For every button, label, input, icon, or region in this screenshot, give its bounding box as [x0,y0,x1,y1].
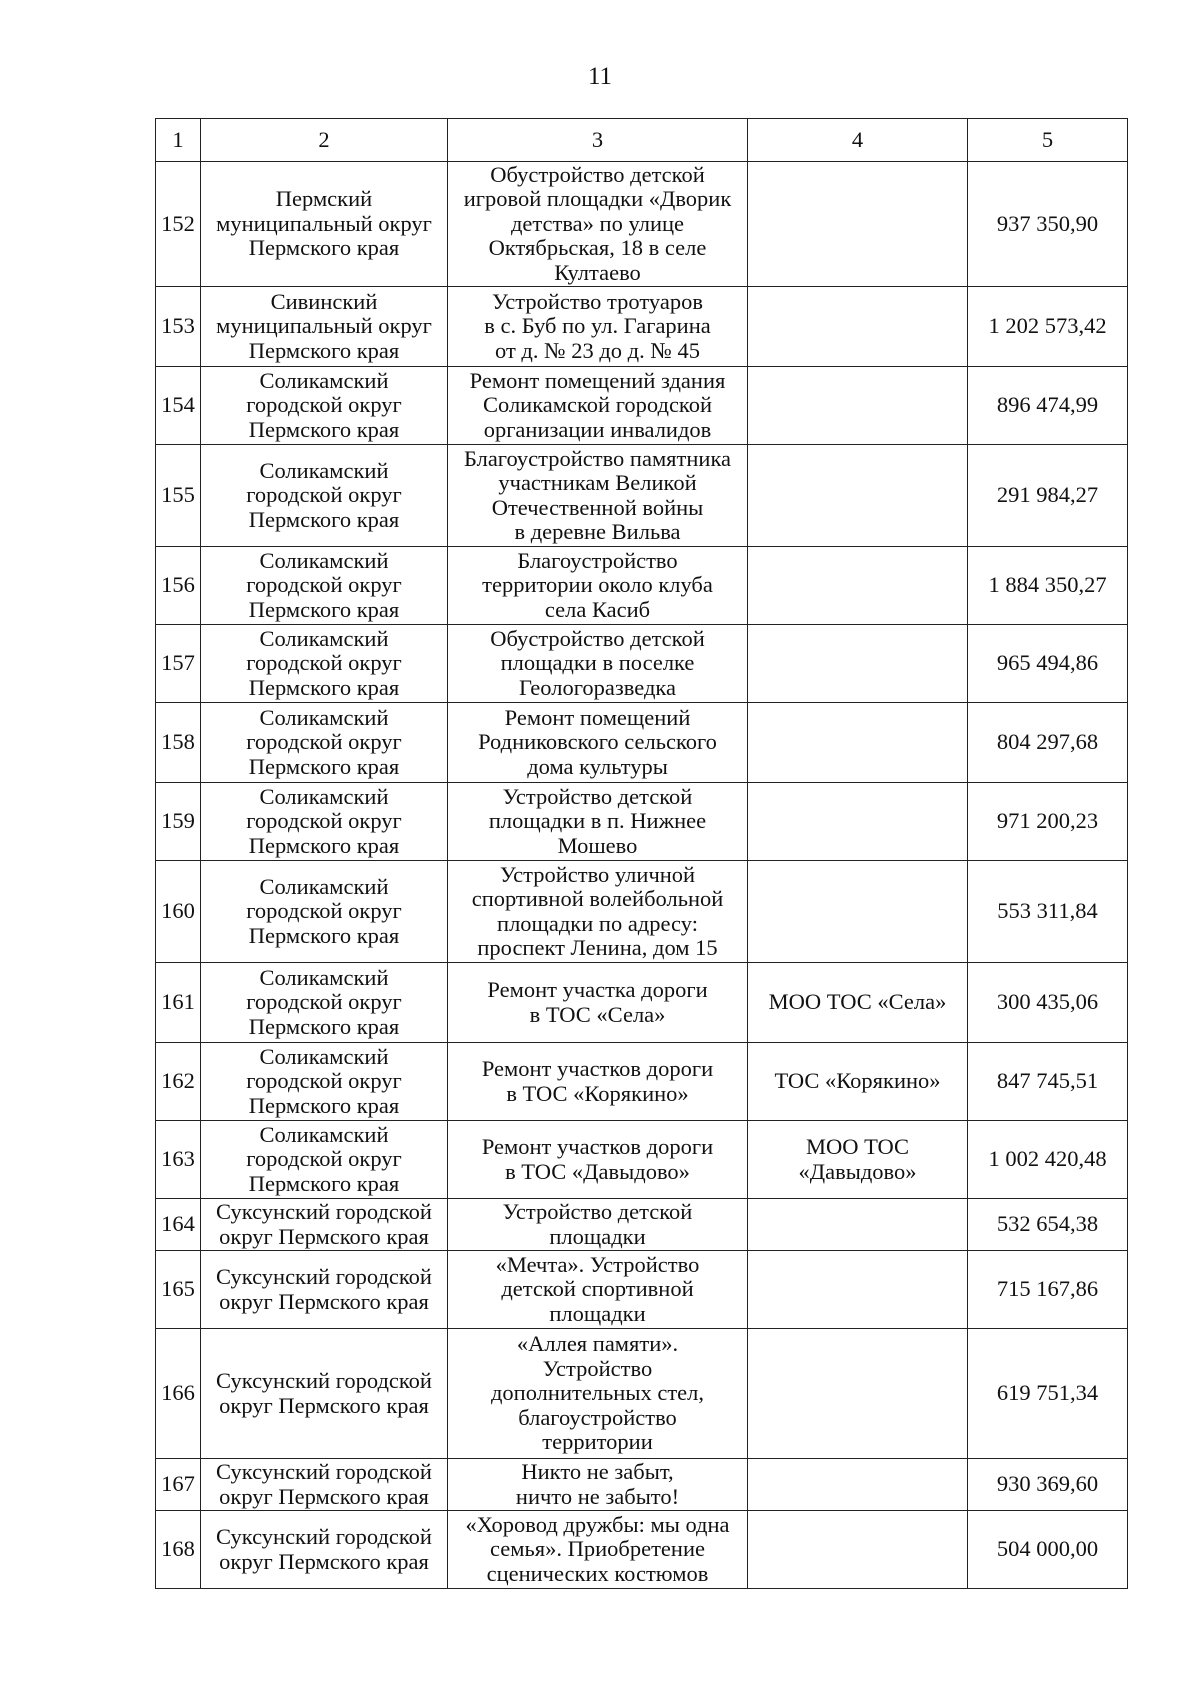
project-cell-text: Ремонт помещений Родниковского сельского дома культуры [478,704,717,779]
territory-cell [201,1329,448,1459]
project-cell-text: Ремонт помещений здания Соликамской городской организации инвалидов [469,367,726,442]
header-cell-territory: 2 [201,119,448,162]
initiator-cell [748,1121,968,1199]
table-row [156,367,1128,445]
territory-cell [201,861,448,963]
row-number-cell [156,1121,201,1199]
territory-cell [201,1251,448,1329]
initiator-cell [748,287,968,367]
territory-cell [201,547,448,625]
project-cell-text: Устройство детской площадки [502,1199,693,1249]
row-number-cell [156,1251,201,1329]
amount-cell [968,367,1128,445]
initiator-cell [748,1251,968,1329]
territory-cell-text: Соликамский городской округ Пермского края [246,1121,402,1196]
row-number-cell-text: 160 [161,898,195,924]
table-row [156,547,1128,625]
table-row [156,1043,1128,1121]
territory-cell-text: Соликамский городской округ Пермского края [246,625,402,700]
project-cell-text: Благоустройство памятника участникам Великой Отечественной войны в деревне Вильва [463,445,732,544]
project-cell-text: «Мечта». Устройство детской спортивной площадки [495,1251,700,1326]
amount-cell [968,1251,1128,1329]
project-cell [448,1459,748,1511]
table-row [156,287,1128,367]
row-number-cell-text: 165 [161,1276,195,1302]
territory-cell [201,1511,448,1589]
territory-cell-text: Суксунский городской округ Пермского края [216,1459,432,1509]
project-cell-text: Устройство тротуаров в с. Буб по ул. Гагарина от д. № 23 до д. № 45 [484,288,711,363]
initiator-cell [748,1043,968,1121]
header-cell-project: 3 [448,119,748,162]
initiator-cell [748,1329,968,1459]
amount-cell-text: 937 350,90 [996,210,1099,236]
table-row [156,445,1128,547]
row-number-cell-text: 152 [161,210,195,236]
initiator-cell [748,162,968,287]
project-cell [448,703,748,783]
amount-cell-text: 847 745,51 [996,1068,1099,1094]
row-number-cell-text: 159 [161,808,195,834]
page-number: 11 [587,63,613,90]
row-number-cell [156,625,201,703]
amount-cell [968,547,1128,625]
initiator-cell [748,1459,968,1511]
project-cell [448,1329,748,1459]
project-cell-text: Ремонт участка дороги в ТОС «Села» [487,977,708,1027]
territory-cell-text: Суксунский городской округ Пермского края [216,1199,432,1249]
amount-cell-text: 971 200,23 [996,808,1099,834]
amount-cell [968,1043,1128,1121]
initiator-cell [748,703,968,783]
territory-cell-text: Суксунский городской округ Пермского края [216,1524,432,1574]
table-header-row [156,119,1128,162]
table-row [156,1121,1128,1199]
row-number-cell-text: 158 [161,729,195,755]
row-number-cell [156,1199,201,1251]
projects-table [155,118,1128,1589]
table-row [156,625,1128,703]
table-row [156,1459,1128,1511]
row-number-cell [156,287,201,367]
project-cell-text: Ремонт участков дороги в ТОС «Давыдово» [481,1134,714,1184]
amount-cell-text: 804 297,68 [996,729,1099,755]
row-number-cell-text: 167 [161,1471,195,1497]
territory-cell-text: Пермский муниципальный округ Пермского края [216,186,432,261]
amount-cell [968,287,1128,367]
project-cell-text: Обустройство детской игровой площадки «Дворик детства» по улице Октябрьская, 18 в селе Култаево [463,161,732,285]
amount-cell-text: 291 984,27 [996,482,1099,508]
initiator-cell-text: ТОС «Корякино» [774,1068,941,1094]
territory-cell [201,625,448,703]
header-cell-number: 1 [156,119,201,162]
table-row [156,1199,1128,1251]
table-row [156,861,1128,963]
territory-cell [201,162,448,287]
row-number-cell [156,1043,201,1121]
territory-cell-text: Сивинский муниципальный округ Пермского края [216,288,432,363]
project-cell [448,1199,748,1251]
amount-cell [968,1329,1128,1459]
row-number-cell [156,367,201,445]
row-number-cell [156,783,201,861]
territory-cell [201,287,448,367]
territory-cell [201,1199,448,1251]
initiator-cell [748,445,968,547]
row-number-cell [156,1511,201,1589]
project-cell [448,963,748,1043]
project-cell-text: Никто не забыт, ничто не забыто! [515,1459,680,1509]
initiator-cell [748,783,968,861]
row-number-cell [156,963,201,1043]
amount-cell-text: 619 751,34 [996,1380,1099,1406]
table-row [156,963,1128,1043]
row-number-cell-text: 168 [161,1536,195,1562]
project-cell [448,1121,748,1199]
project-cell [448,625,748,703]
territory-cell [201,703,448,783]
row-number-cell-text: 163 [161,1146,195,1172]
territory-cell-text: Соликамский городской округ Пермского края [246,367,402,442]
initiator-cell [748,1199,968,1251]
amount-cell-text: 1 884 350,27 [988,572,1107,598]
row-number-cell [156,1459,201,1511]
amount-cell [968,963,1128,1043]
project-cell [448,547,748,625]
project-cell [448,367,748,445]
territory-cell [201,963,448,1043]
amount-cell [968,861,1128,963]
row-number-cell [156,445,201,547]
initiator-cell [748,1511,968,1589]
row-number-cell [156,861,201,963]
project-cell [448,1511,748,1589]
initiator-cell [748,367,968,445]
row-number-cell-text: 164 [161,1211,195,1237]
territory-cell-text: Соликамский городской округ Пермского края [246,783,402,858]
amount-cell-text: 896 474,99 [996,392,1099,418]
table-row [156,703,1128,783]
amount-cell [968,1199,1128,1251]
amount-cell [968,1121,1128,1199]
territory-cell [201,1043,448,1121]
row-number-cell [156,703,201,783]
initiator-cell [748,963,968,1043]
table-row [156,162,1128,287]
amount-cell-text: 965 494,86 [996,650,1099,676]
territory-cell-text: Соликамский городской округ Пермского края [246,457,402,532]
territory-cell [201,1459,448,1511]
territory-cell-text: Соликамский городской округ Пермского края [246,873,402,948]
table-row [156,783,1128,861]
amount-cell-text: 1 002 420,48 [988,1146,1107,1172]
table-row [156,1251,1128,1329]
header-cell-amount: 5 [968,119,1128,162]
amount-cell-text: 930 369,60 [996,1471,1099,1497]
territory-cell [201,445,448,547]
project-cell-text: «Хоровод дружбы: мы одна семья». Приобретение сценических костюмов [465,1511,730,1586]
header-cell-initiator: 4 [748,119,968,162]
project-cell-text: Устройство детской площадки в п. Нижнее Мошево [488,783,707,858]
territory-cell-text: Суксунский городской округ Пермского края [216,1264,432,1314]
row-number-cell-text: 155 [161,482,195,508]
project-cell-text: Устройство уличной спортивной волейбольной площадки по адресу: проспект Ленина, дом 15 [471,861,724,960]
row-number-cell-text: 154 [161,392,195,418]
project-cell [448,1043,748,1121]
territory-cell [201,367,448,445]
amount-cell-text: 504 000,00 [996,1536,1099,1562]
row-number-cell-text: 161 [161,989,195,1015]
row-number-cell-text: 166 [161,1380,195,1406]
row-number-cell-text: 162 [161,1068,195,1094]
territory-cell-text: Соликамский городской округ Пермского края [246,704,402,779]
project-cell-text: Обустройство детской площадки в поселке Геологоразведка [490,625,705,700]
amount-cell-text: 715 167,86 [996,1276,1099,1302]
row-number-cell [156,162,201,287]
territory-cell-text: Соликамский городской округ Пермского края [246,547,402,622]
amount-cell [968,162,1128,287]
amount-cell-text: 532 654,38 [996,1211,1099,1237]
row-number-cell-text: 157 [161,650,195,676]
project-cell-text: Благоустройство территории около клуба села Касиб [482,547,713,622]
initiator-cell [748,625,968,703]
amount-cell-text: 300 435,06 [996,989,1099,1015]
row-number-cell-text: 156 [161,572,195,598]
amount-cell [968,703,1128,783]
table-body [156,119,1128,1589]
project-cell-text: Ремонт участков дороги в ТОС «Корякино» [481,1056,714,1106]
initiator-cell [748,861,968,963]
project-cell [448,783,748,861]
project-cell [448,445,748,547]
project-cell-text: «Аллея памяти». Устройство дополнительных стел, благоустройство территории [490,1331,704,1455]
row-number-cell-text: 153 [161,313,195,339]
table-row [156,1511,1128,1589]
table-row [156,1329,1128,1459]
row-number-cell [156,1329,201,1459]
project-cell [448,287,748,367]
territory-cell [201,1121,448,1199]
amount-cell [968,445,1128,547]
amount-cell [968,1511,1128,1589]
amount-cell [968,783,1128,861]
initiator-cell [748,547,968,625]
amount-cell [968,625,1128,703]
amount-cell-text: 553 311,84 [997,898,1098,924]
territory-cell [201,783,448,861]
amount-cell [968,1459,1128,1511]
initiator-cell-text: МОО ТОС «Давыдово» [798,1134,917,1184]
row-number-cell [156,547,201,625]
territory-cell-text: Соликамский городской округ Пермского края [246,1043,402,1118]
project-cell [448,861,748,963]
project-cell [448,162,748,287]
project-cell [448,1251,748,1329]
initiator-cell-text: МОО ТОС «Села» [768,989,947,1015]
amount-cell-text: 1 202 573,42 [988,313,1107,339]
territory-cell-text: Суксунский городской округ Пермского края [216,1368,432,1418]
territory-cell-text: Соликамский городской округ Пермского края [246,964,402,1039]
